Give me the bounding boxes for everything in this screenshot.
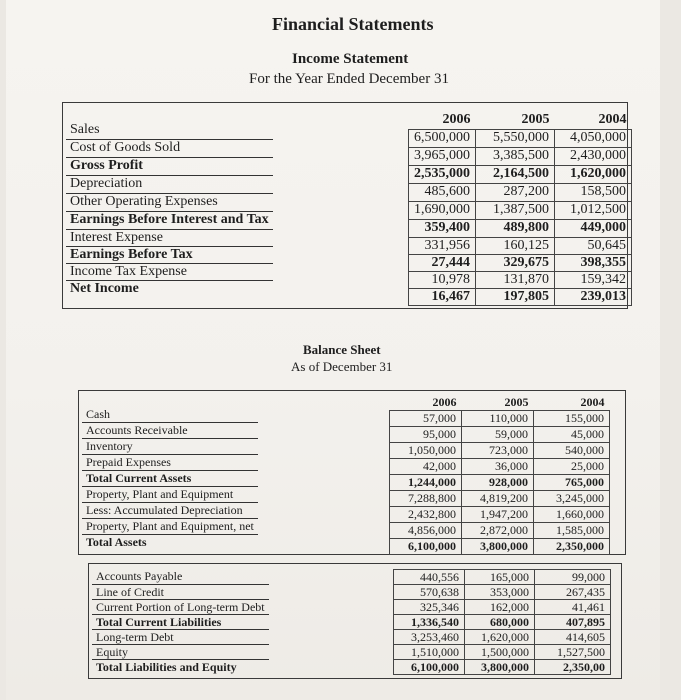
cell-value: 489,800 xyxy=(476,219,555,237)
row-label-interest: Interest Expense xyxy=(66,229,273,246)
cell-value: 110,000 xyxy=(462,410,534,426)
cell-value: 353,000 xyxy=(465,585,535,600)
income-statement-labels xyxy=(66,121,273,297)
document-page xyxy=(6,0,660,700)
cell-value: 59,000 xyxy=(462,426,534,442)
row-label-long-term-debt: Long-term Debt xyxy=(92,629,269,644)
row-label-income-tax: Income Tax Expense xyxy=(66,263,273,280)
cell-value: 359,400 xyxy=(409,219,476,237)
cell-value: 10,978 xyxy=(409,271,476,288)
income-statement-values xyxy=(408,111,632,306)
cell-value: 2,164,500 xyxy=(476,165,555,183)
cell-value: 42,000 xyxy=(390,458,462,474)
cell-value: 50,645 xyxy=(555,237,632,254)
cell-value: 3,800,000 xyxy=(462,538,534,554)
assets-labels xyxy=(82,406,258,550)
cell-value: 449,000 xyxy=(555,219,632,237)
cell-value: 570,638 xyxy=(394,585,465,600)
row-label-gross-profit: Gross Profit xyxy=(66,157,273,175)
row-label-accounts-receivable: Accounts Receivable xyxy=(82,422,258,438)
row-label-ppe: Property, Plant and Equipment xyxy=(82,486,258,502)
cell-value: 1,510,000 xyxy=(394,645,465,660)
cell-value: 36,000 xyxy=(462,458,534,474)
cell-value: 540,000 xyxy=(534,442,610,458)
cell-value: 331,956 xyxy=(409,237,476,254)
cell-value: 2,350,00 xyxy=(535,660,611,675)
row-label-line-of-credit: Line of Credit xyxy=(92,584,269,599)
year-header: 2006 xyxy=(442,111,471,127)
cell-value: 765,000 xyxy=(534,474,610,490)
cell-value: 928,000 xyxy=(462,474,534,490)
cell-value: 1,585,000 xyxy=(534,522,610,538)
row-label-ebit: Earnings Before Interest and Tax xyxy=(66,211,273,229)
cell-value: 1,620,000 xyxy=(465,630,535,645)
row-label-equity: Equity xyxy=(92,644,269,659)
cell-value: 287,200 xyxy=(476,183,555,201)
cell-value: 2,430,000 xyxy=(555,147,632,165)
cell-value: 680,000 xyxy=(465,615,535,630)
cell-value: 1,660,000 xyxy=(534,506,610,522)
cell-value: 4,856,000 xyxy=(390,522,462,538)
cell-value: 45,000 xyxy=(534,426,610,442)
row-label-total-liabilities-equity: Total Liabilities and Equity xyxy=(96,659,237,674)
cell-value: 1,336,540 xyxy=(394,615,465,630)
cell-value: 197,805 xyxy=(476,288,555,305)
row-label-cogs: Cost of Goods Sold xyxy=(66,139,273,157)
row-label-inventory: Inventory xyxy=(82,438,258,454)
cell-value: 267,435 xyxy=(535,585,611,600)
cell-value: 1,690,000 xyxy=(409,201,476,219)
cell-value: 27,444 xyxy=(409,254,476,271)
row-label-total-assets: Total Assets xyxy=(86,535,147,550)
cell-value: 329,675 xyxy=(476,254,555,271)
income-statement-title: Income Statement xyxy=(292,51,409,67)
cell-value: 159,342 xyxy=(555,271,632,288)
row-label-depreciation: Depreciation xyxy=(66,175,273,193)
cell-value: 3,385,500 xyxy=(476,147,555,165)
cell-value: 7,288,800 xyxy=(390,490,462,506)
row-label-ppe-net: Property, Plant and Equipment, net xyxy=(82,518,258,534)
cell-value: 3,800,000 xyxy=(465,660,535,675)
balance-sheet-subtitle: As of December 31 xyxy=(291,359,393,374)
cell-value: 2,432,800 xyxy=(390,506,462,522)
cell-value: 3,245,000 xyxy=(534,490,610,506)
year-header: 2004 xyxy=(580,395,605,410)
liabilities-values xyxy=(393,569,611,675)
cell-value: 3,965,000 xyxy=(409,147,476,165)
cell-value: 162,000 xyxy=(465,600,535,615)
cell-value: 485,600 xyxy=(409,183,476,201)
row-label-ebt: Earnings Before Tax xyxy=(66,246,273,263)
cell-value: 1,500,000 xyxy=(465,645,535,660)
cell-value: 158,500 xyxy=(555,183,632,201)
cell-value: 3,253,460 xyxy=(394,630,465,645)
year-header: 2004 xyxy=(598,111,627,127)
cell-value: 6,500,000 xyxy=(409,129,476,147)
cell-value: 1,050,000 xyxy=(390,442,462,458)
cell-value: 165,000 xyxy=(465,570,535,585)
cell-value: 398,355 xyxy=(555,254,632,271)
year-header: 2005 xyxy=(504,395,529,410)
cell-value: 440,556 xyxy=(394,570,465,585)
assets-values xyxy=(389,395,610,555)
cell-value: 239,013 xyxy=(555,288,632,305)
cell-value: 723,000 xyxy=(462,442,534,458)
cell-value: 41,461 xyxy=(535,600,611,615)
row-label-total-current-liabilities: Total Current Liabilities xyxy=(92,614,269,629)
cell-value: 160,125 xyxy=(476,237,555,254)
cell-value: 6,100,000 xyxy=(390,538,462,554)
cell-value: 1,387,500 xyxy=(476,201,555,219)
cell-value: 4,050,000 xyxy=(555,129,632,147)
cell-value: 131,870 xyxy=(476,271,555,288)
row-label-sales: Sales xyxy=(66,121,273,139)
year-header: 2006 xyxy=(432,395,457,410)
row-label-accumulated-depreciation: Less: Accumulated Depreciation xyxy=(82,502,258,518)
cell-value: 2,535,000 xyxy=(409,165,476,183)
cell-value: 1,947,200 xyxy=(462,506,534,522)
cell-value: 5,550,000 xyxy=(476,129,555,147)
cell-value: 325,346 xyxy=(394,600,465,615)
cell-value: 57,000 xyxy=(390,410,462,426)
cell-value: 1,244,000 xyxy=(390,474,462,490)
cell-value: 414,605 xyxy=(535,630,611,645)
cell-value: 2,872,000 xyxy=(462,522,534,538)
cell-value: 6,100,000 xyxy=(394,660,465,675)
cell-value: 2,350,000 xyxy=(534,538,610,554)
cell-value: 16,467 xyxy=(409,288,476,305)
row-label-cash: Cash xyxy=(82,406,258,422)
row-label-prepaid-expenses: Prepaid Expenses xyxy=(82,454,258,470)
row-label-current-ltd: Current Portion of Long-term Debt xyxy=(92,599,269,614)
balance-sheet-title: Balance Sheet xyxy=(303,342,381,357)
row-label-other-opex: Other Operating Expenses xyxy=(66,193,273,211)
income-statement-subtitle: For the Year Ended December 31 xyxy=(249,71,449,87)
liabilities-labels xyxy=(92,569,269,674)
cell-value: 99,000 xyxy=(535,570,611,585)
document-title: Financial Statements xyxy=(272,14,434,34)
cell-value: 155,000 xyxy=(534,410,610,426)
row-label-accounts-payable: Accounts Payable xyxy=(92,569,269,584)
cell-value: 407,895 xyxy=(535,615,611,630)
cell-value: 1,620,000 xyxy=(555,165,632,183)
cell-value: 1,012,500 xyxy=(555,201,632,219)
cell-value: 25,000 xyxy=(534,458,610,474)
cell-value: 4,819,200 xyxy=(462,490,534,506)
cell-value: 95,000 xyxy=(390,426,462,442)
year-header: 2005 xyxy=(521,111,550,127)
cell-value: 1,527,500 xyxy=(535,645,611,660)
row-label-net-income: Net Income xyxy=(70,280,139,296)
row-label-total-current-assets: Total Current Assets xyxy=(82,470,258,486)
